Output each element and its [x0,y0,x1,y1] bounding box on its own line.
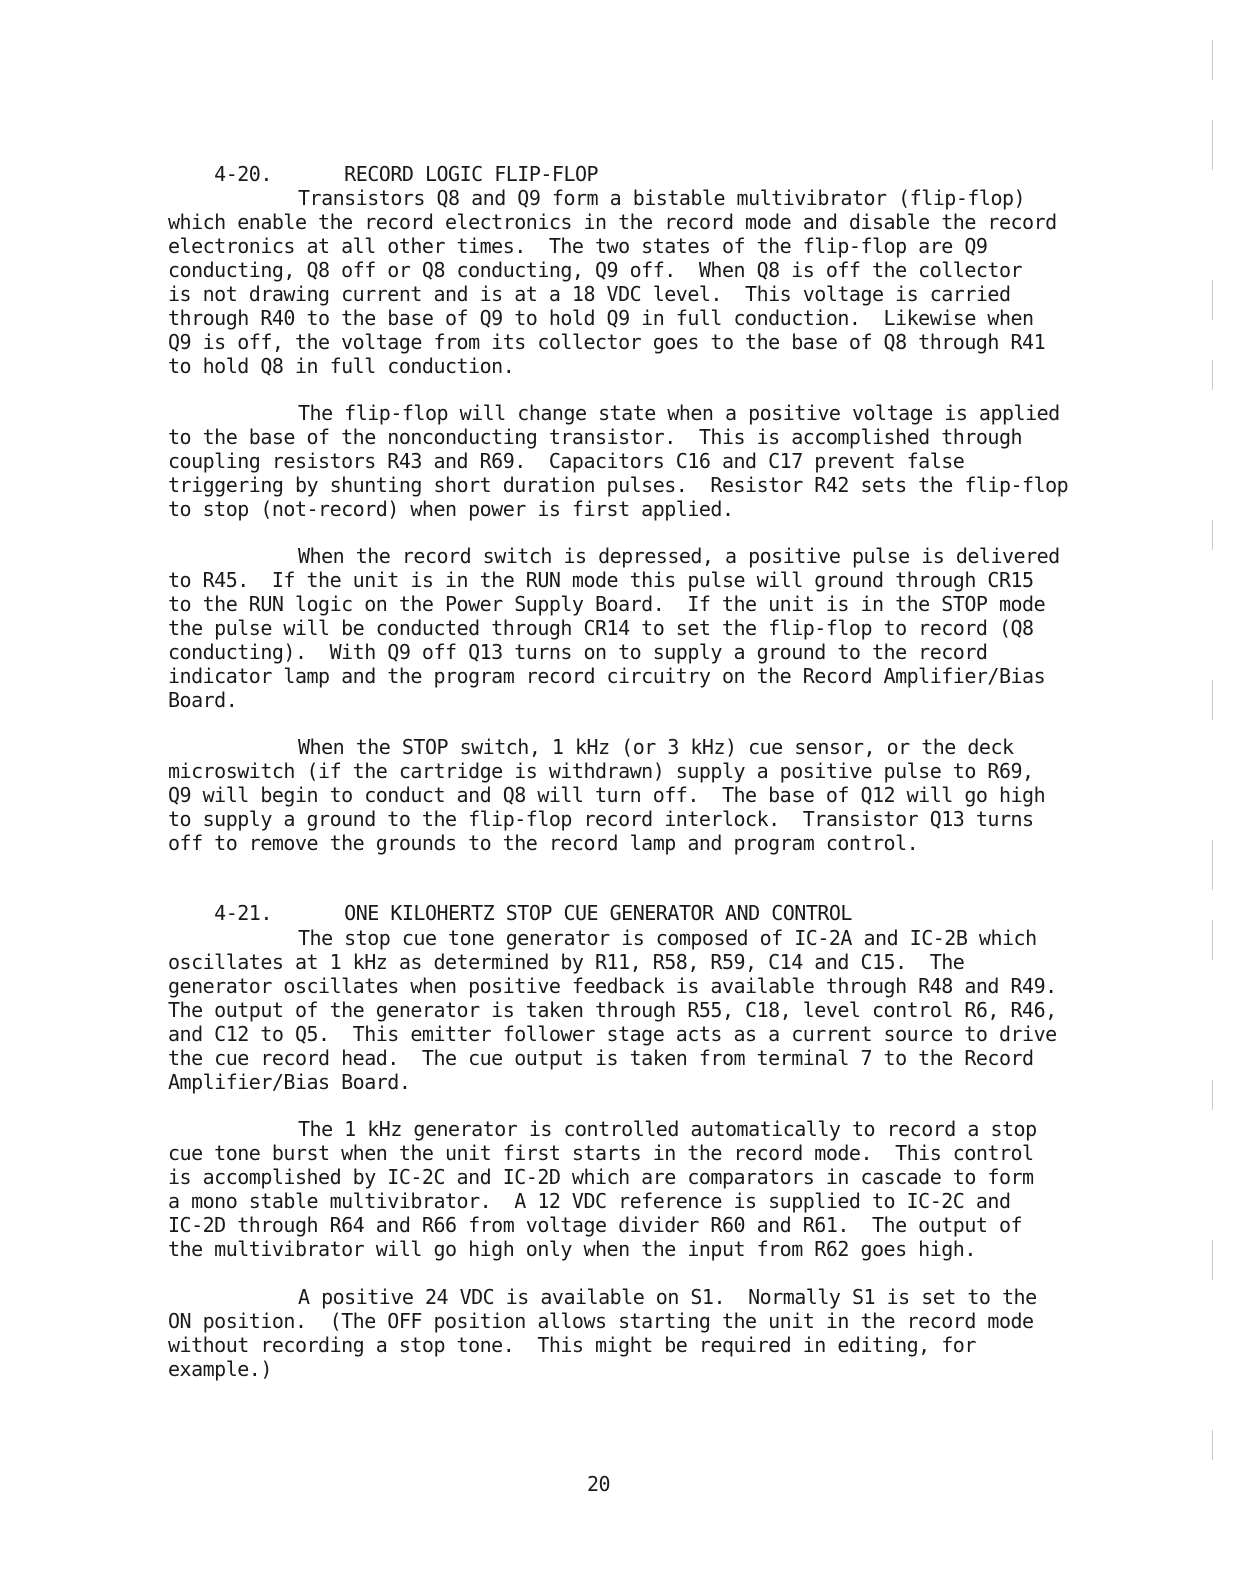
text-line: The output of the generator is taken through R55, C18, level control R6, R46, [168,998,1057,1022]
text-line: the multivibrator will go high only when the input from R62 goes high. [168,1237,976,1261]
scan-artifact [1212,280,1213,320]
text-line: conducting). With Q9 off Q13 turns on to supply a ground to the record [168,640,988,664]
scan-artifact [1212,1430,1213,1460]
section-title: RECORD LOGIC FLIP-FLOP [344,162,599,186]
scan-artifact [1212,680,1213,720]
paragraph-flip-flop-overview [168,186,1108,378]
text-line: IC-2D through R64 and R66 from voltage divider R60 and R61. The output of [168,1213,1023,1237]
text-line: coupling resistors R43 and R69. Capacitors C16 and C17 prevent false [168,449,965,473]
section-number: 4-21. [214,901,272,925]
text-line: Amplifier/Bias Board. [168,1070,411,1094]
text-line: to supply a ground to the flip-flop record interlock. Transistor Q13 turns [168,807,1034,831]
text-line: ON position. (The OFF position allows starting the unit in the record mode [168,1309,1034,1333]
section-number: 4-20. [214,162,272,186]
text-line: generator oscillates when positive feedback is available through R48 and R49. [168,974,1057,998]
scan-artifact [1212,40,1213,80]
scan-artifact [1212,920,1213,960]
text-line: to the RUN logic on the Power Supply Board. If the unit is in the STOP mode [168,592,1046,616]
text-line: which enable the record electronics in the record mode and disable the record [168,210,1057,234]
text-line: indicator lamp and the program record circuitry on the Record Amplifier/Bias [168,664,1046,688]
text-line: to the base of the nonconducting transistor. This is accomplished through [168,425,1023,449]
text-line: The stop cue tone generator is composed of IC-2A and IC-2B which [298,926,1037,950]
page-number: 20 [587,1472,611,1496]
text-line: through R40 to the base of Q9 to hold Q9 in full conduction. Likewise when [168,306,1034,330]
text-line: triggering by shunting short duration pulses. Resistor R42 sets the flip-flop [168,473,1069,497]
text-line: oscillates at 1 kHz as determined by R11, R58, R59, C14 and C15. The [168,950,965,974]
text-line: cue tone burst when the unit first starts in the record mode. This control [168,1141,1034,1165]
scan-artifact [1212,840,1213,890]
text-line: the pulse will be conducted through CR14 to set the flip-flop to record (Q8 [168,616,1034,640]
paragraph-s1-switch [168,1285,1108,1381]
text-line: the cue record head. The cue output is taken from terminal 7 to the Record [168,1046,1034,1070]
text-line: is not drawing current and is at a 18 VDC level. This voltage is carried [168,282,1011,306]
text-line: conducting, Q8 off or Q8 conducting, Q9 off. When Q8 is off the collector [168,258,1023,282]
text-line: example.) [168,1357,272,1381]
paragraph-record-switch [168,544,1108,712]
text-line: to R45. If the unit is in the RUN mode this pulse will ground through CR15 [168,568,1034,592]
paragraph-state-change [168,401,1108,521]
scan-artifact [1212,1080,1213,1110]
scan-artifact [1212,1240,1213,1280]
scan-artifact [1212,520,1213,550]
text-line: a mono stable multivibrator. A 12 VDC reference is supplied to IC-2C and [168,1189,1011,1213]
paragraph-generator-control [168,1117,1108,1261]
text-line: A positive 24 VDC is available on S1. Normally S1 is set to the [298,1285,1037,1309]
paragraph-tone-generator [168,926,1108,1094]
text-line: The flip-flop will change state when a positive voltage is applied [298,401,1060,425]
text-line: Q9 is off, the voltage from its collector goes to the base of Q8 through R41 [168,330,1046,354]
text-line: to stop (not-record) when power is first applied. [168,497,734,521]
text-line: without recording a stop tone. This might be required in editing, for [168,1333,976,1357]
text-line: Transistors Q8 and Q9 form a bistable multivibrator (flip-flop) [298,186,1026,210]
text-line: is accomplished by IC-2C and IC-2D which are comparators in cascade to form [168,1165,1034,1189]
text-line: When the STOP switch, 1 kHz (or 3 kHz) cue sensor, or the deck [298,735,1014,759]
text-line: off to remove the grounds to the record lamp and program control. [168,831,919,855]
text-line: Q9 will begin to conduct and Q8 will turn off. The base of Q12 will go high [168,783,1046,807]
text-line: electronics at all other times. The two states of the flip-flop are Q9 [168,234,988,258]
text-line: The 1 kHz generator is controlled automatically to record a stop [298,1117,1037,1141]
text-line: and C12 to Q5. This emitter follower stage acts as a current source to drive [168,1022,1057,1046]
scan-artifact [1212,360,1213,390]
text-line: to hold Q8 in full conduction. [168,354,515,378]
scan-artifact [1212,120,1213,170]
paragraph-stop-switch [168,735,1108,855]
text-line: microswitch (if the cartridge is withdrawn) supply a positive pulse to R69, [168,759,1034,783]
section-title: ONE KILOHERTZ STOP CUE GENERATOR AND CONTROL [344,901,852,925]
text-line: Board. [168,688,238,712]
text-line: When the record switch is depressed, a positive pulse is delivered [298,544,1060,568]
